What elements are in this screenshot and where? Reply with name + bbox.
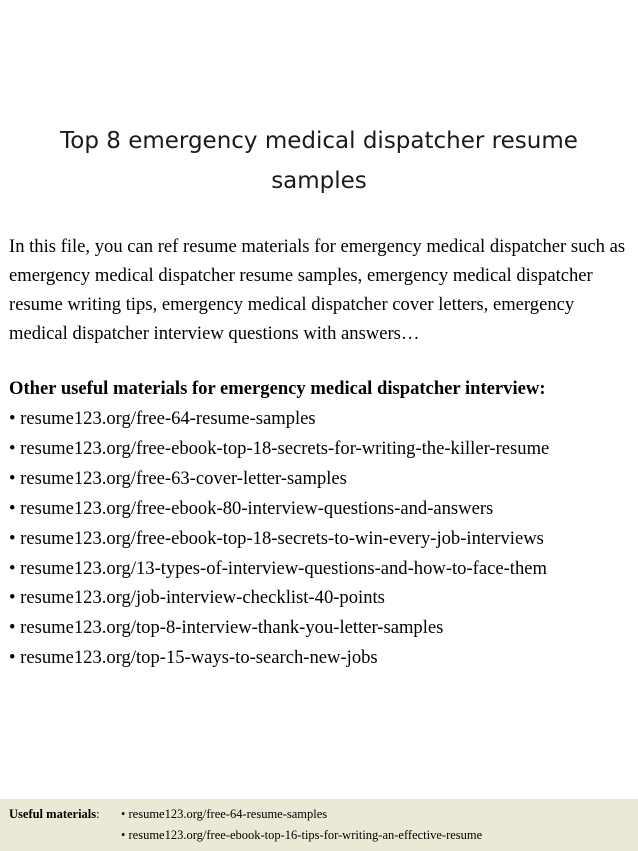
materials-list: [9, 404, 636, 673]
page-title-line-2: samples: [271, 168, 367, 194]
materials-link[interactable]: • resume123.org/free-ebook-top-18-secrets-to-win-every-job-interviews: [9, 527, 544, 549]
materials-link[interactable]: • resume123.org/13-types-of-interview-questions-and-how-to-face-them: [9, 557, 547, 579]
intro-paragraph: In this file, you can ref resume materials for emergency medical dispatcher such as emergency medical dispatcher resume samples, emergency medical dispatcher resume writing tips, emergency medical dispatcher cover letters, emergency medical dispatcher interview questions with answers…: [9, 236, 626, 344]
footer-links: [121, 804, 482, 846]
footer-bar: [0, 799, 638, 851]
materials-link[interactable]: • resume123.org/top-8-interview-thank-you-letter-samples: [9, 617, 444, 639]
footer-label-text: Useful materials: [9, 807, 97, 821]
materials-link[interactable]: • resume123.org/job-interview-checklist-40-points: [9, 587, 385, 609]
materials-link[interactable]: • resume123.org/top-15-ways-to-search-new-jobs: [9, 647, 378, 669]
footer-label-colon: :: [96, 807, 100, 821]
materials-link[interactable]: • resume123.org/free-ebook-80-interview-questions-and-answers: [9, 497, 494, 519]
materials-link[interactable]: • resume123.org/free-ebook-top-18-secrets-for-writing-the-killer-resume: [9, 437, 550, 459]
page-title-line-1: Top 8 emergency medical dispatcher resume: [60, 128, 578, 154]
footer-link[interactable]: • resume123.org/free-ebook-top-16-tips-for-writing-an-effective-resume: [121, 828, 483, 842]
materials-heading: Other useful materials for emergency medical dispatcher interview:: [9, 378, 546, 399]
page-title: [20, 121, 618, 201]
materials-link[interactable]: • resume123.org/free-63-cover-letter-samples: [9, 467, 347, 489]
footer-label: [9, 804, 100, 825]
footer-link[interactable]: • resume123.org/free-64-resume-samples: [121, 807, 328, 821]
materials-link[interactable]: • resume123.org/free-64-resume-samples: [9, 408, 316, 429]
